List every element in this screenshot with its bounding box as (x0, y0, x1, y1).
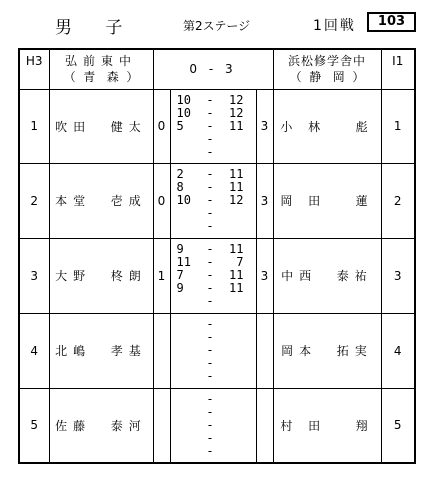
score-left: 7 (176, 268, 184, 282)
games-won-right: 3 (256, 163, 273, 238)
score-right (222, 207, 244, 220)
games-won-left: 0 (153, 163, 170, 238)
score-right (222, 220, 244, 233)
player-right-name: 中西 泰祐 (273, 238, 381, 313)
score-left (177, 445, 199, 458)
score-left (177, 331, 199, 344)
bout-number-left: 4 (19, 313, 49, 388)
bout-number-right: 5 (381, 388, 415, 463)
score-right (222, 344, 244, 357)
team-left-code: H3 (19, 49, 49, 89)
game-score-line (171, 370, 256, 383)
score-left: 10 (176, 193, 191, 207)
game-scores (170, 238, 256, 313)
player-left-name: 吹田 健太 (49, 89, 153, 163)
score-right (222, 295, 244, 308)
game-scores (170, 313, 256, 388)
score-right: 11 (229, 281, 244, 295)
score-right (222, 419, 244, 432)
team-left-school: 弘前東中 (64, 54, 137, 69)
game-score-line (171, 393, 256, 406)
score-left (177, 370, 199, 383)
team-right-code: I1 (381, 49, 415, 89)
score-left: 10 (176, 92, 191, 107)
game-score-line (171, 220, 256, 233)
bout-number-right: 3 (381, 238, 415, 313)
score-right (222, 406, 244, 419)
score-dash: - (206, 281, 214, 295)
bout-row (19, 163, 415, 238)
score-left (177, 393, 199, 406)
match-number-box: 103 (367, 12, 416, 32)
score-left (177, 357, 199, 370)
bout-row (19, 388, 415, 463)
score-right (222, 357, 244, 370)
score-dash: - (206, 206, 214, 220)
score-right (222, 318, 244, 331)
score-dash: - (206, 167, 214, 181)
team-right-cell (273, 49, 381, 89)
stage-label: 第2ステージ (183, 19, 251, 33)
player-right-name: 村 田 翔 (273, 388, 381, 463)
score-dash: - (206, 255, 214, 269)
score-dash: - (206, 404, 214, 419)
game-scores (170, 163, 256, 238)
score-dash: - (206, 118, 214, 133)
score-dash: - (206, 294, 214, 308)
player-left-name: 大野 柊朗 (49, 238, 153, 313)
score-right: 12 (229, 92, 244, 107)
bout-row (19, 89, 415, 163)
player-right-name: 岡本 拓実 (273, 313, 381, 388)
score-right (222, 393, 244, 406)
header-row (19, 49, 415, 89)
bout-row (19, 313, 415, 388)
bout-number-left: 5 (19, 388, 49, 463)
game-score-line (171, 406, 256, 419)
score-dash: - (206, 417, 214, 432)
game-score-line (171, 146, 256, 159)
player-left-name: 北嶋 孝基 (49, 313, 153, 388)
score-right: 12 (229, 193, 244, 207)
score-left: 9 (176, 281, 184, 295)
bout-number-left: 1 (19, 89, 49, 163)
score-dash: - (206, 430, 214, 445)
score-right (222, 370, 244, 383)
score-left (177, 207, 199, 220)
score-dash: - (206, 193, 214, 207)
team-left-region: （ 青 森 ） (63, 70, 139, 85)
score-dash: - (206, 219, 214, 233)
score-left (177, 146, 199, 159)
score-right: 11 (229, 268, 244, 282)
score-left: 8 (176, 180, 184, 194)
score-left (177, 295, 199, 308)
score-left: 2 (176, 167, 184, 181)
game-scores (170, 89, 256, 163)
player-left-name: 本堂 壱成 (49, 163, 153, 238)
game-score-line (171, 120, 256, 133)
score-dash: - (206, 330, 214, 344)
score-dash: - (206, 391, 214, 406)
score-left (177, 344, 199, 357)
games-won-left: 0 (153, 89, 170, 163)
score-sheet (18, 48, 416, 464)
score-left (177, 419, 199, 432)
game-scores (170, 388, 256, 463)
score-dash: - (206, 343, 214, 357)
score-left (177, 220, 199, 233)
bout-row (19, 238, 415, 313)
game-score-line (171, 94, 256, 107)
bout-number-right: 2 (381, 163, 415, 238)
score-right: 12 (229, 105, 244, 120)
score-right (222, 432, 244, 445)
score-right (222, 146, 244, 159)
team-left-cell (49, 49, 153, 89)
score-left (177, 133, 199, 146)
games-won-left (153, 313, 170, 388)
score-left: 5 (176, 118, 184, 133)
game-score-line (171, 295, 256, 308)
score-dash: - (206, 242, 214, 256)
score-right: 11 (229, 118, 244, 133)
score-right (222, 445, 244, 458)
score-dash: - (206, 268, 214, 282)
score-dash: - (206, 144, 214, 159)
game-score-line (171, 419, 256, 432)
games-won-right (256, 388, 273, 463)
page-title: 男 子 (55, 18, 137, 38)
score-dash: - (206, 131, 214, 146)
score-right (222, 133, 244, 146)
game-score-line (171, 107, 256, 120)
score-right: 11 (229, 167, 244, 181)
game-score-line (171, 445, 256, 458)
games-won-right: 3 (256, 238, 273, 313)
total-score: 0 - 3 (153, 49, 273, 89)
score-left: 10 (176, 105, 191, 120)
team-right-region: （ 静 岡 ） (289, 70, 365, 85)
games-won-right (256, 313, 273, 388)
bout-number-right: 1 (381, 89, 415, 163)
score-left: 11 (176, 255, 191, 269)
score-right: 11 (229, 242, 244, 256)
round-label: 1回戦 (313, 18, 356, 34)
games-won-left (153, 388, 170, 463)
game-score-line (171, 133, 256, 146)
player-right-name: 岡 田 蓮 (273, 163, 381, 238)
score-dash: - (206, 317, 214, 331)
team-right-school: 浜松修学舎中 (287, 54, 366, 69)
bout-number-left: 3 (19, 238, 49, 313)
score-right (222, 331, 244, 344)
player-left-name: 佐藤 泰河 (49, 388, 153, 463)
games-won-right: 3 (256, 89, 273, 163)
bout-number-left: 2 (19, 163, 49, 238)
score-right: 7 (236, 255, 244, 269)
game-score-line (171, 432, 256, 445)
score-dash: - (206, 180, 214, 194)
score-dash: - (206, 443, 214, 458)
score-dash: - (206, 356, 214, 370)
score-left (177, 406, 199, 419)
score-dash: - (206, 369, 214, 383)
score-left: 9 (176, 242, 184, 256)
player-right-name: 小 林 彪 (273, 89, 381, 163)
score-left (177, 432, 199, 445)
score-left (177, 318, 199, 331)
score-dash: - (206, 105, 214, 120)
score-dash: - (206, 92, 214, 107)
bouts-body (19, 89, 415, 463)
games-won-left: 1 (153, 238, 170, 313)
bout-number-right: 4 (381, 313, 415, 388)
score-right: 11 (229, 180, 244, 194)
